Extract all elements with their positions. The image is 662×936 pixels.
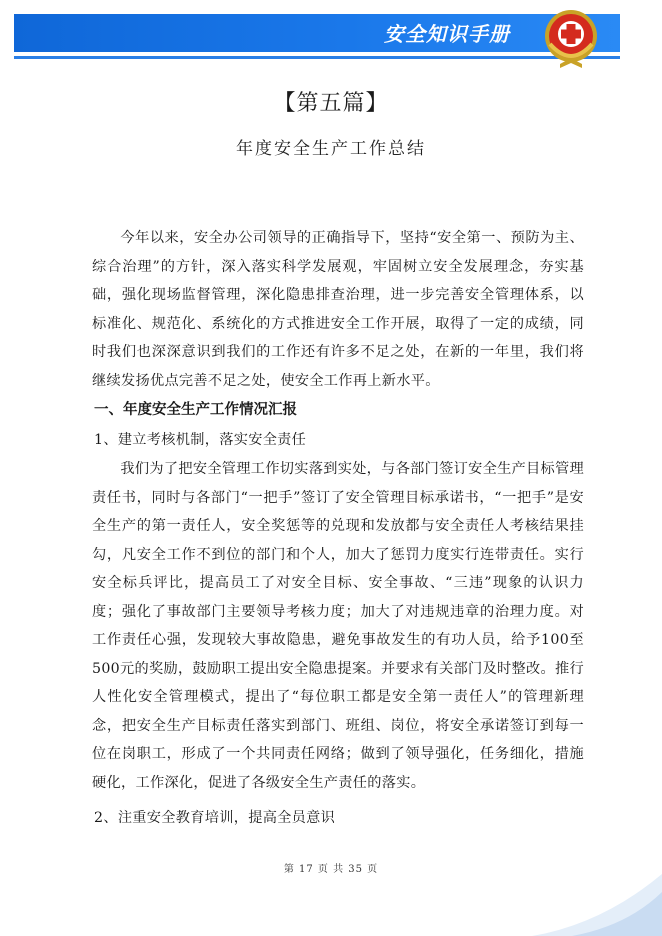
document-body bbox=[92, 224, 584, 833]
body-paragraph: 我们为了把安全管理工作切实落到实处，与各部门签订安全生产目标管理责任书，同时与各部门“一把手”签订了安全管理目标承诺书，“一把手”是安全生产的第一责任人，安全奖惩等的兑现和发放都与安全责任人考核结果挂勾，凡安全工作不到位的部门和个人，加大了惩罚力度实行连带责任。实行安全标兵评比，提高员工了对安全目标、安全事故、“三违”现象的认识力度；强化了事故部门主要领导考核力度；加大了对违规违章的治理力度。对工作责任心强，发现较大事故隐患，避免事故发生的有功人员，给予100至500元的奖励，鼓励职工提出安全隐患提案。并要求有关部门及时整改。推行人性化安全管理模式，提出了“每位职工都是安全第一责任人”的管理新理念，把安全生产目标责任落实到部门、班组、岗位，将安全承诺签订到每一位在岗职工，形成了一个共同责任网络；做到了领导强化，任务细化，措施硬化，工作深化，促进了各级安全生产责任的落实。 bbox=[92, 461, 584, 791]
part-title: 【第五篇】 bbox=[273, 91, 389, 116]
header-divider bbox=[14, 56, 620, 59]
header-band bbox=[14, 14, 620, 52]
handbook-title: 安全知识手册 bbox=[384, 22, 510, 46]
subsection-heading: 1、建立考核机制，落实安全责任 bbox=[94, 432, 307, 448]
document-subtitle: 年度安全生产工作总结 bbox=[236, 139, 426, 159]
subsection-heading: 2、注重安全教育培训，提高全员意识 bbox=[94, 810, 336, 826]
page-number: 第 17 页 共 35 页 bbox=[283, 864, 379, 875]
section-heading: 一、年度安全生产工作情况汇报 bbox=[94, 402, 297, 418]
intro-paragraph: 今年以来，安全办公司领导的正确指导下，坚持“安全第一、预防为主、综合治理”的方针，深入落实科学发展观，牢固树立安全发展理念，夯实基础，强化现场监督管理，深化隐患排查治理，进一步完善安全管理体系，以标准化、规范化、系统化的方式推进安全工作开展，取得了一定的成绩，同时我们也深深意识到我们的工作还有许多不足之处，在新的一年里，我们将继续发扬优点完善不足之处，使安全工作再上新水平。 bbox=[92, 230, 584, 389]
safety-cross-emblem-icon bbox=[542, 6, 600, 70]
corner-decoration bbox=[532, 874, 662, 936]
